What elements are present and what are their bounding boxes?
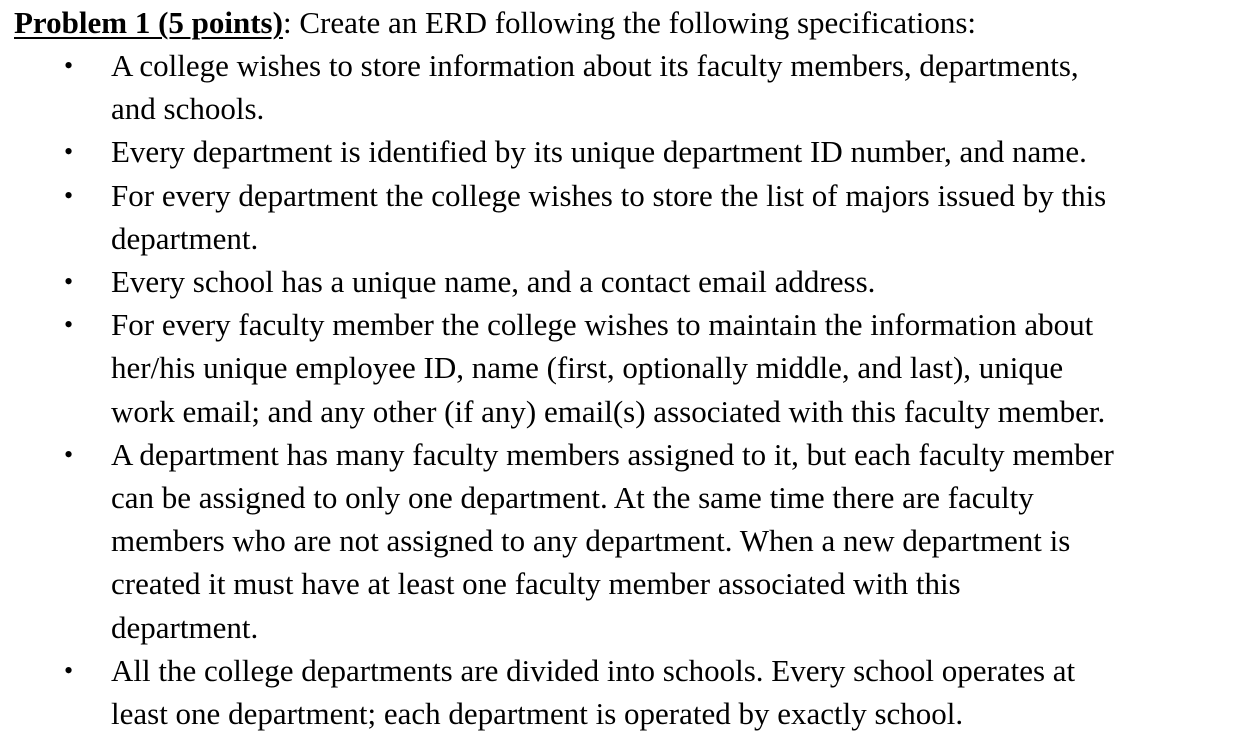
specification-line: Every department is identified by its unique department ID number, and name. (111, 134, 1087, 170)
specification-item (14, 303, 1256, 433)
specification-line: A department has many faculty members assigned to it, but each faculty member (111, 436, 1114, 472)
specification-line: department. (111, 609, 259, 645)
bullet-icon: • (64, 439, 74, 469)
specification-line: department. (111, 220, 259, 256)
specification-line: members who are not assigned to any department. When a new department is (111, 523, 1071, 559)
specification-item (14, 433, 1256, 649)
specification-item (14, 649, 1256, 735)
problem-label: Problem 1 (5 points) (14, 5, 283, 40)
problem-heading (14, 1, 1256, 44)
specification-item (14, 260, 1256, 303)
specification-line: A college wishes to store information about its faculty members, departments, (111, 48, 1079, 83)
specification-line: For every faculty member the college wishes to maintain the information about (111, 307, 1094, 343)
bullet-icon: • (64, 267, 74, 297)
specification-item (14, 44, 1256, 130)
bullet-icon: • (64, 180, 74, 210)
specification-line: her/his unique employee ID, name (first, optionally middle, and last), unique (111, 350, 1064, 386)
specification-line: least one department; each department is operated by exactly school. (111, 696, 964, 732)
problem-colon: : (282, 5, 292, 40)
specification-line: work email; and any other (if any) email(s) associated with this faculty member. (111, 393, 1106, 429)
specification-line: All the college departments are divided into schools. Every school operates at (111, 652, 1076, 688)
specification-line: created it must have at least one faculty member associated with this (111, 566, 961, 602)
specification-line: For every department the college wishes to store the list of majors issued by this (111, 177, 1107, 213)
specification-list (14, 44, 1256, 735)
problem-intro: Create an ERD following the following specifications: (291, 5, 976, 40)
specification-line: Every school has a unique name, and a contact email address. (111, 264, 876, 300)
bullet-icon: • (64, 51, 74, 80)
specification-line: and schools. (111, 91, 265, 127)
specification-item (14, 130, 1256, 173)
bullet-icon: • (64, 310, 74, 340)
document-page (14, 0, 1256, 735)
specification-line: can be assigned to only one department. At the same time there are faculty (111, 480, 1034, 516)
specification-item (14, 174, 1256, 260)
bullet-icon: • (64, 655, 74, 685)
bullet-icon: • (64, 137, 74, 167)
